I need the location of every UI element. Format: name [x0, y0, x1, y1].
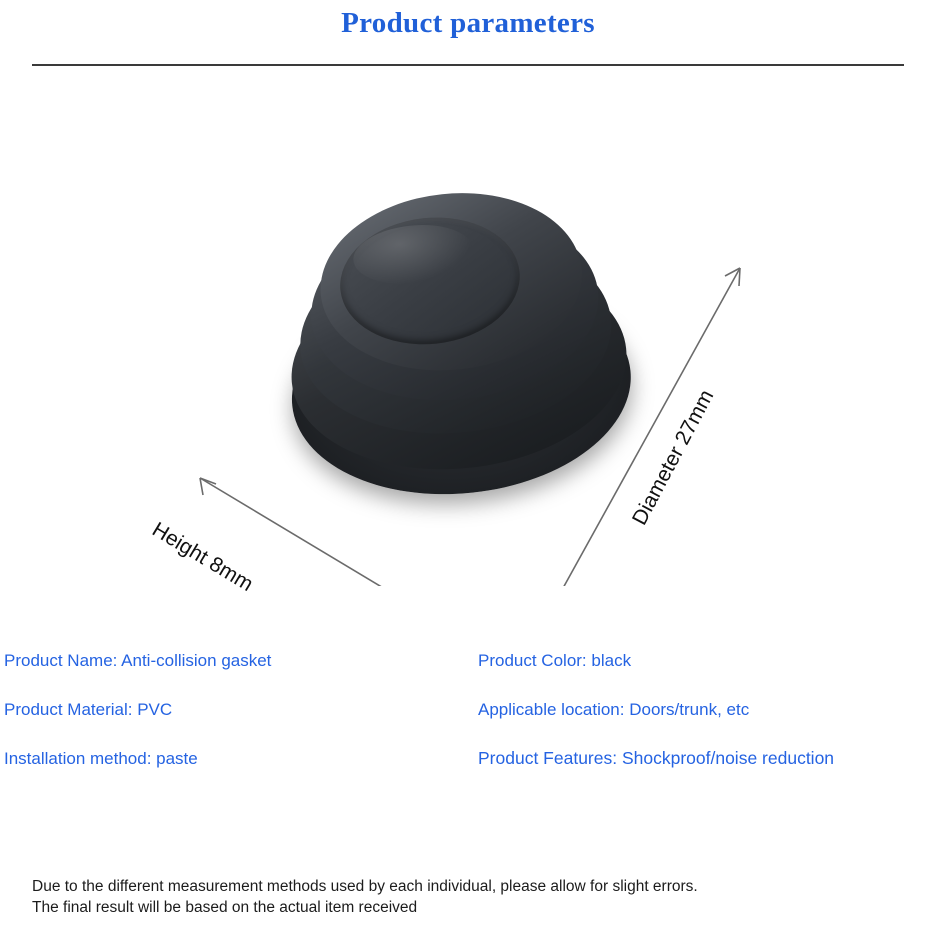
page-header [0, 0, 936, 66]
disclaimer-line-1: Due to the different measurement methods used by each individual, please allow for slight errors. [32, 878, 698, 895]
specs-section [0, 636, 936, 783]
page-title: Product parameters [341, 7, 595, 39]
spec-product-name: Product Name: Anti-collision gasket [4, 651, 272, 670]
dimension-label-height: Height 8mm [148, 518, 258, 597]
specs-column-left [0, 636, 468, 783]
disclaimer-line-2: The final result will be based on the actual item received [32, 899, 418, 916]
spec-product-material: Product Material: PVC [4, 700, 173, 719]
measurement-disclaimer [32, 876, 912, 918]
specs-column-right [468, 636, 936, 783]
dimension-label-diameter: Diameter 27mm [628, 386, 719, 529]
spec-product-color: Product Color: black [478, 651, 632, 670]
spec-applicable-location: Applicable location: Doors/trunk, etc [478, 700, 750, 719]
spec-product-features: Product Features: Shockproof/noise reduction [478, 748, 835, 768]
product-figure [0, 66, 936, 597]
spec-installation-method: Installation method: paste [4, 749, 198, 768]
dimension-lines [0, 66, 936, 586]
